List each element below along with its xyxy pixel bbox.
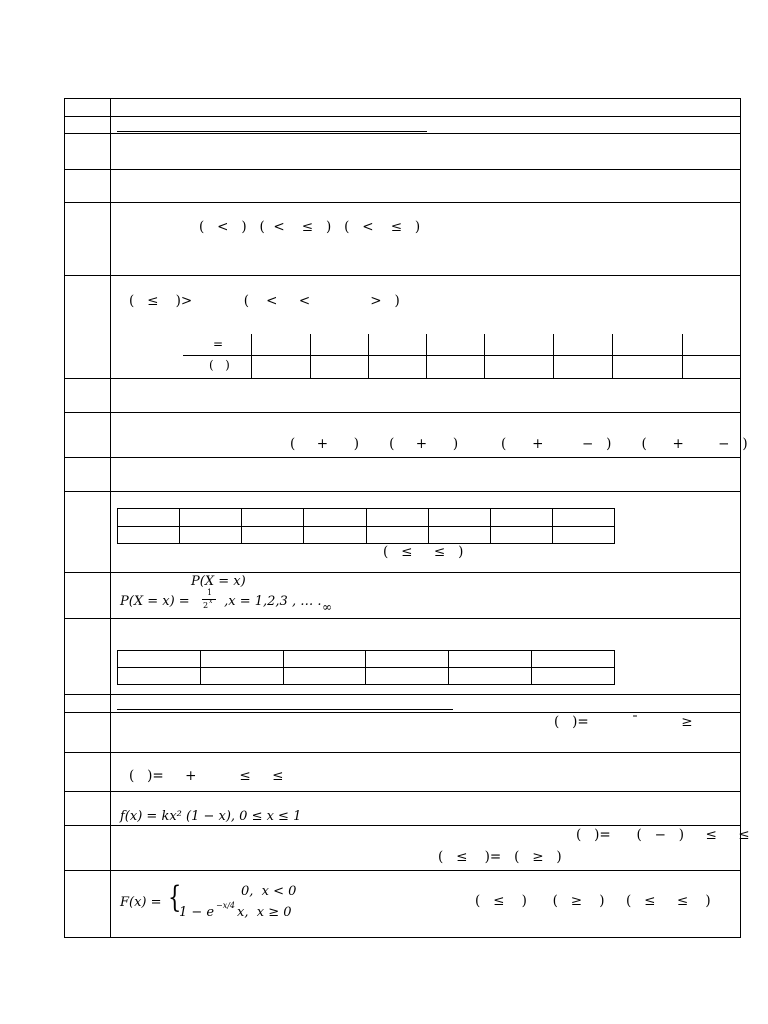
row-divider: [65, 712, 740, 713]
row-divider: [65, 491, 740, 492]
row-divider: [65, 116, 740, 117]
distribution-table-column: [310, 334, 311, 378]
cdf-case-positive: 1 − e: [179, 905, 215, 920]
pdf-definition: ( )= ˉ ≥: [554, 714, 693, 730]
number-column-divider: [110, 99, 111, 937]
cdf-probabilities: ( ≤ ) ( ≥ ) ( ≤ ≤ ): [475, 893, 711, 909]
row-divider: [65, 791, 740, 792]
cdf-exponent: −x/4: [216, 901, 235, 910]
distribution-table-column: [484, 334, 485, 378]
section-heading-underline: [117, 709, 453, 710]
distribution-table-column: [251, 334, 252, 378]
pdf-polynomial: f(x) = kx² (1 − x), 0 ≤ x ≤ 1: [120, 809, 302, 824]
pmf-support: ,x = 1,2,3 , … .: [220, 594, 322, 609]
row-divider: [65, 169, 740, 170]
row-divider: [65, 202, 740, 203]
row-divider: [65, 378, 740, 379]
probability-interval: ( ≤ ≤ ): [383, 544, 464, 560]
fraction-exponent: x: [209, 598, 213, 605]
pmf-label: P(X = x): [191, 574, 246, 589]
pdf-quadratic: ( )= ( − ) ≤ ≤: [576, 827, 750, 843]
row-divider: [65, 870, 740, 871]
section-heading-underline: [117, 131, 427, 132]
row-divider: [65, 457, 740, 458]
table-row-label-probability: ( ): [209, 358, 230, 372]
row-divider: [65, 825, 740, 826]
cdf-case-tail: x, x ≥ 0: [237, 905, 292, 920]
cdf-lhs: F(x) =: [120, 895, 162, 910]
distribution-table-column: [368, 334, 369, 378]
fraction-numerator: 1: [207, 588, 213, 597]
combination-expressions: ( + ) ( + ) ( + − ) ( + − ): [290, 436, 748, 452]
pdf-linear: ( )= + ≤ ≤: [129, 768, 284, 784]
question-table: [64, 98, 750, 938]
row-divider: [65, 275, 740, 276]
probability-inequality: ( ≤ )> ( < < > ): [129, 293, 400, 309]
row-divider: [65, 133, 740, 134]
distribution-table-column: [612, 334, 613, 378]
distribution-table-column: [426, 334, 427, 378]
data-table-small: [117, 650, 615, 685]
probability-expressions: ( < ) ( < ≤ ) ( < ≤ ): [199, 219, 421, 235]
row-divider: [65, 618, 740, 619]
distribution-table-divider: [183, 355, 741, 356]
probability-equality: ( ≤ )= ( ≥ ): [438, 849, 562, 865]
row-divider: [65, 752, 740, 753]
distribution-table-column: [553, 334, 554, 378]
infinity-symbol: ∞: [322, 600, 332, 614]
row-divider: [65, 572, 740, 573]
cases-brace: {: [168, 880, 182, 915]
table-row-label-value: =: [213, 337, 224, 351]
data-table: [117, 508, 615, 544]
fraction-denominator: 2: [203, 601, 209, 610]
cdf-case-negative: 0, x < 0: [241, 884, 297, 899]
distribution-table-column: [682, 334, 683, 378]
pmf-formula: P(X = x) =: [120, 594, 190, 609]
row-divider: [65, 412, 740, 413]
row-divider: [65, 694, 740, 695]
